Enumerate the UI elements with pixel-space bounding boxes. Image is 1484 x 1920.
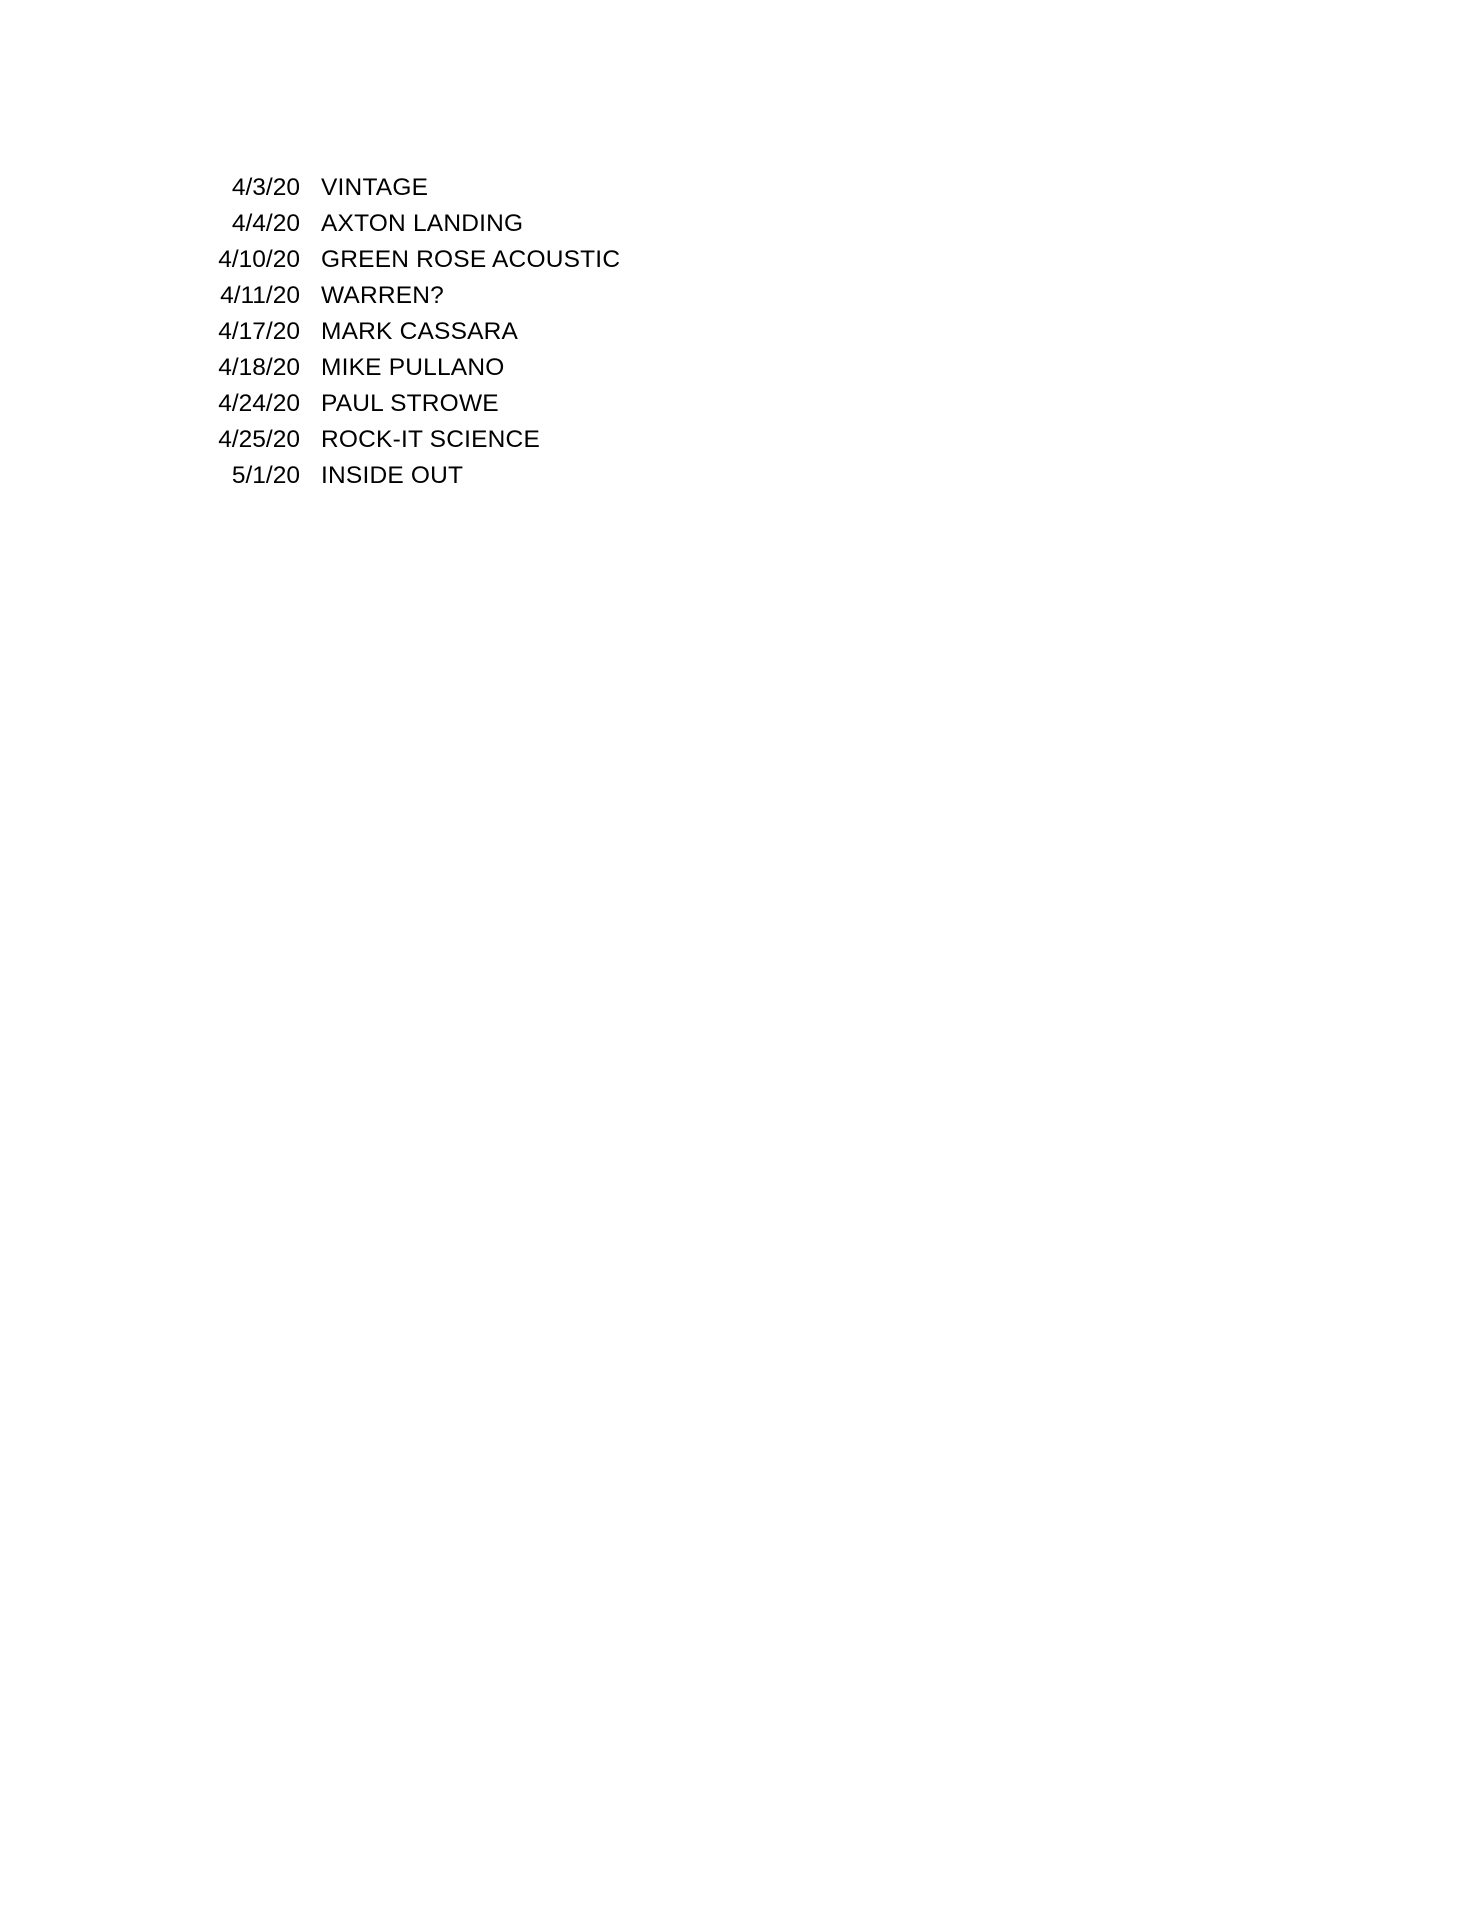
event-act: AXTON LANDING [321,210,524,237]
event-act: WARREN? [321,282,445,309]
event-date: 4/24/20 [218,390,300,417]
event-date: 4/10/20 [218,246,300,273]
event-date: 4/17/20 [218,318,300,345]
list-item [205,350,905,386]
event-date: 4/3/20 [231,174,300,201]
list-item [205,314,905,350]
event-act: MIKE PULLANO [321,354,505,381]
event-date: 4/25/20 [218,426,300,453]
schedule-list [205,170,905,494]
event-act: PAUL STROWE [321,390,499,417]
list-item [205,206,905,242]
list-item [205,278,905,314]
event-date: 4/4/20 [231,210,300,237]
list-item [205,458,905,494]
event-act: ROCK-IT SCIENCE [321,426,540,453]
list-item [205,386,905,422]
event-date: 5/1/20 [231,462,300,489]
event-act: GREEN ROSE ACOUSTIC [321,246,621,273]
event-act: MARK CASSARA [321,318,519,345]
list-item [205,242,905,278]
event-act: VINTAGE [321,174,429,201]
list-item [205,422,905,458]
event-date: 4/11/20 [220,282,300,309]
list-item [205,170,905,206]
event-act: INSIDE OUT [321,462,464,489]
event-date: 4/18/20 [218,354,300,381]
